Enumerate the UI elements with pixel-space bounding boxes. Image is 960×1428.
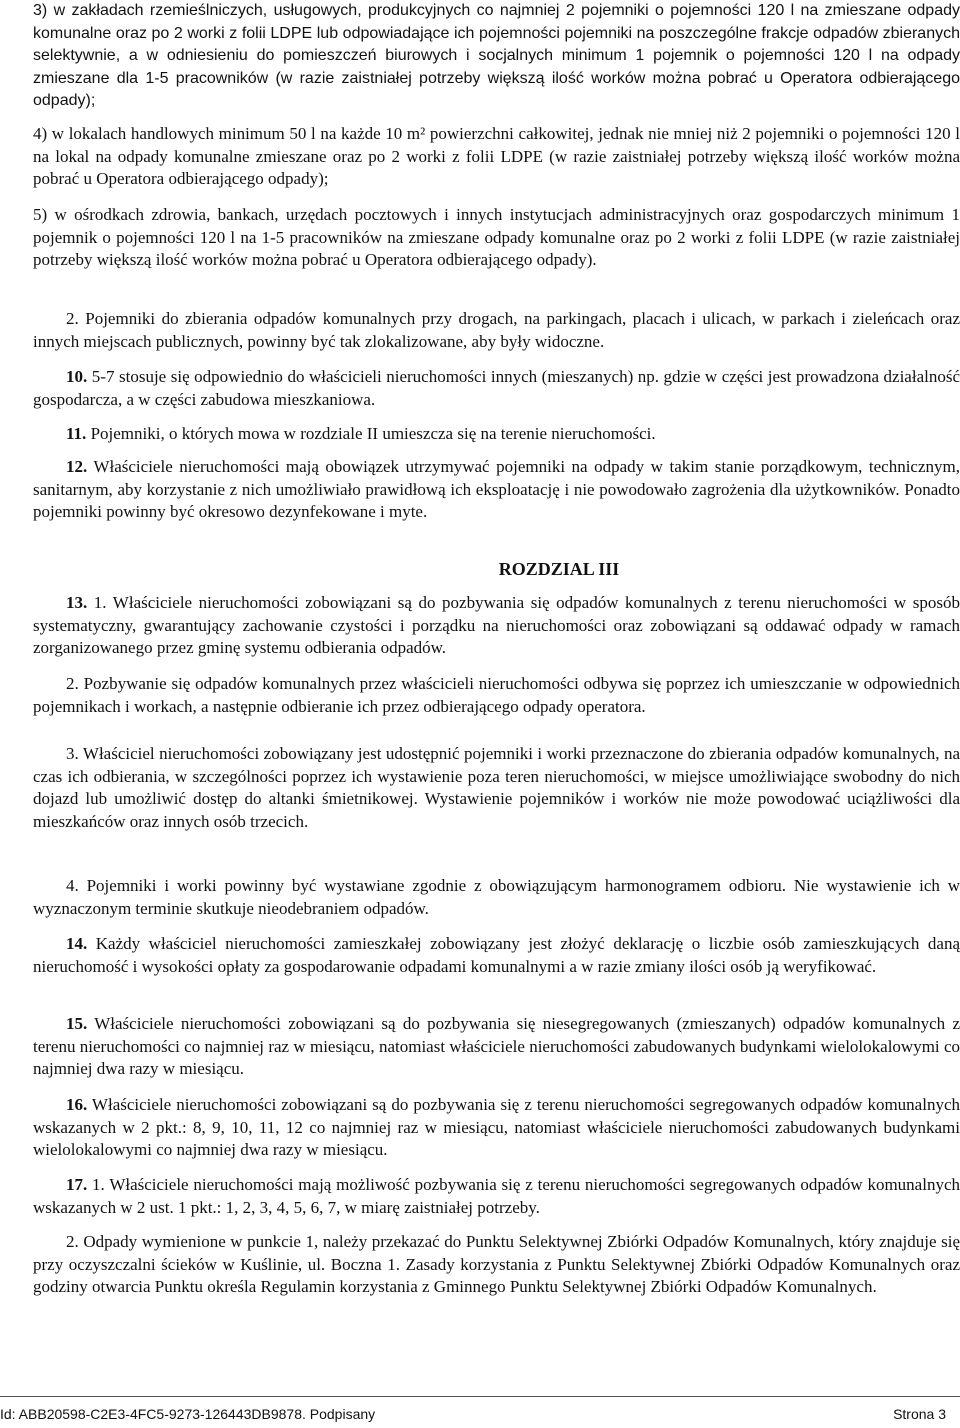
- paragraph-section-17-2: 2. Odpady wymienione w punkcie 1, należy przekazać do Punktu Selektywnej Zbiórki Odpadów Komunalnych, który znajduje się przy oczyszczalni ścieków w Kuślinie, ul. Boczna 1. Zasady korzystania z Punktu Selektywnej Zbiórki Odpadów Komunalnych oraz godziny otwarcia Punktu określa Regulamin korzystania z Gminnego Punktu Selektywnej Zbiórki Odpadów Komunalnych.: [33, 1232, 960, 1297]
- paragraph-section-15: [33, 1013, 960, 1081]
- section-number: 13.: [66, 593, 88, 612]
- document-id-text: Id: ABB20598-C2E3-4FC5-9273-126443DB9878. Podpisany: [0, 1406, 376, 1422]
- paragraph-section-16: [33, 1094, 960, 1162]
- section-text: 1. Właściciele nieruchomości zobowiązani są do pozbywania się odpadów komunalnych z terenu nieruchomości w sposób systematyczny, gwarantujący zachowanie czystości i porządku na nieruchomości oraz zobowiązani są oddawać odpady w ramach zorganizowanego przez gminę systemu odbierania odpadów.: [33, 593, 960, 658]
- section-number: 12.: [66, 457, 88, 476]
- section-number: 10.: [66, 367, 88, 386]
- paragraph-section-14: [33, 933, 960, 978]
- section-text: Pojemniki, o których mowa w rozdziale II umieszcza się na terenie nieruchomości.: [86, 424, 656, 443]
- paragraph-section-13-4: 4. Pojemniki i worki powinny być wystawiane zgodnie z obowiązującym harmonogramem odbioru. Nie wystawienie ich w wyznaczonym terminie skutkuje nieodebraniem odpadów.: [33, 876, 960, 918]
- paragraph-point-5: 5) w ośrodkach zdrowia, bankach, urzędach pocztowych i innych instytucjach administracyjnych oraz gospodarczych minimum 1 pojemnik o pojemności 120 l na 1-5 pracowników na zmieszane odpady komunalne oraz po 2 worki z folii LDPE (w razie zaistniałej potrzeby większą ilość worków można pobrać u Operatora odbierającego odpady).: [33, 205, 960, 270]
- section-text: Właściciele nieruchomości zobowiązani są do pozbywania się niesegregowanych (zmieszanych) odpadów komunalnych z terenu nieruchomości co najmniej raz w miesiącu, natomiast właściciele nieruchomości zabudowanych budynkami wielolokalowymi co najmniej dwa razy w miesiącu.: [33, 1014, 960, 1079]
- paragraph-section-9-2: 2. Pojemniki do zbierania odpadów komunalnych przy drogach, na parkingach, placach i ulicach, w parkach i zieleńcach oraz innych miejscach publicznych, powinny być tak zlokalizowane, aby były widoczne.: [33, 309, 960, 351]
- section-text: 5-7 stosuje się odpowiednio do właścicieli nieruchomości innych (mieszanych) np. gdzie w części jest prowadzona działalność gospodarcza, a w części zabudowa mieszkaniowa.: [33, 367, 960, 409]
- paragraph-section-17: [33, 1174, 960, 1219]
- paragraph-point-4: 4) w lokalach handlowych minimum 50 l na każde 10 m² powierzchni całkowitej, jednak nie mniej niż 2 pojemniki o pojemności 120 l na lokal na odpady komunalne zmieszane oraz po 2 worki z folii LDPE (w razie zaistniałej potrzeby większą ilość worków można pobrać u Operatora odbierającego odpady);: [33, 124, 960, 189]
- paragraph-point-3: 3) w zakładach rzemieślniczych, usługowych, produkcyjnych co najmniej 2 pojemniki o pojemności 120 l na zmieszane odpady komunalne oraz po 2 worki z folii LDPE lub odpowiadające ich pojemności pojemniki na poszczególne frakcje odpadów zbieranych selektywnie, a w odniesieniu do pomieszczeń biurowych i socjalnych minimum 1 pojemnik o pojemności 120 l na odpady zmieszane dla 1-5 pracowników (w razie zaistniałej potrzeby większą ilość worków można pobrać u Operatora odbierającego odpady);: [33, 2, 960, 110]
- paragraph-section-13-2: 2. Pozbywanie się odpadów komunalnych przez właścicieli nieruchomości odbywa się poprzez ich umieszczanie w odpowiednich pojemnikach i workach, a następnie odbieranie ich przez odbierającego odpady operatora.: [33, 674, 960, 716]
- page-footer: [0, 1402, 960, 1426]
- paragraph-section-12: [33, 456, 960, 524]
- paragraph-section-13-3: 3. Właściciel nieruchomości zobowiązany jest udostępnić pojemniki i worki przeznaczone do zbierania odpadów komunalnych, na czas ich odbierania, w szczególności poprzez ich wystawienie poza teren nieruchomości, w miejsce umożliwiające swobodny do nich dojazd lub umożliwić dostęp do altanki śmietnikowej. Wystawienie pojemników i worków nie może powodować uciążliwości dla mieszkańców oraz innych osób trzecich.: [33, 744, 960, 831]
- chapter-heading: ROZDZIAL III: [498, 559, 620, 579]
- paragraph-section-10: [33, 366, 960, 411]
- paragraph-section-11: [33, 423, 960, 446]
- section-text: 1. Właściciele nieruchomości mają możliwość pozbywania się z terenu nieruchomości segregowanych odpadów komunalnych wskazanych w 2 ust. 1 pkt.: 1, 2, 3, 4, 5, 6, 7, w miarę zaistniałej potrzeby.: [33, 1175, 960, 1217]
- section-text: Właściciele nieruchomości zobowiązani są do pozbywania się z terenu nieruchomości segregowanych odpadów komunalnych wskazanych w 2 pkt.: 8, 9, 10, 11, 12 co najmniej raz w miesiącu, natomiast właściciele nieruchomości zabudowanych budynkami wielolokalowymi co najmniej dwa razy w miesiącu.: [33, 1095, 960, 1160]
- paragraph-section-13: [33, 592, 960, 660]
- section-number: 17.: [66, 1175, 88, 1194]
- footer-divider: [0, 1396, 960, 1397]
- section-text: Właściciele nieruchomości mają obowiązek utrzymywać pojemniki na odpady w takim stanie porządkowym, technicznym, sanitarnym, aby korzystanie z nich umożliwiało prawidłową ich eksploatację i nie powodowało zagrożenia dla użytkowników. Ponadto pojemniki powinny być okresowo dezynfekowane i myte.: [33, 457, 960, 522]
- section-number: 15.: [66, 1014, 88, 1033]
- section-number: 14.: [66, 934, 88, 953]
- page-number: Strona 3: [893, 1406, 946, 1422]
- section-number: 11.: [66, 424, 87, 443]
- section-text: Każdy właściciel nieruchomości zamieszkałej zobowiązany jest złożyć deklarację o liczbie osób zamieszkujących daną nieruchomość i wysokości opłaty za gospodarowanie odpadami komunalnymi a w razie zmiany ilości osób ją weryfikować.: [33, 934, 960, 976]
- section-number: 16.: [66, 1095, 88, 1114]
